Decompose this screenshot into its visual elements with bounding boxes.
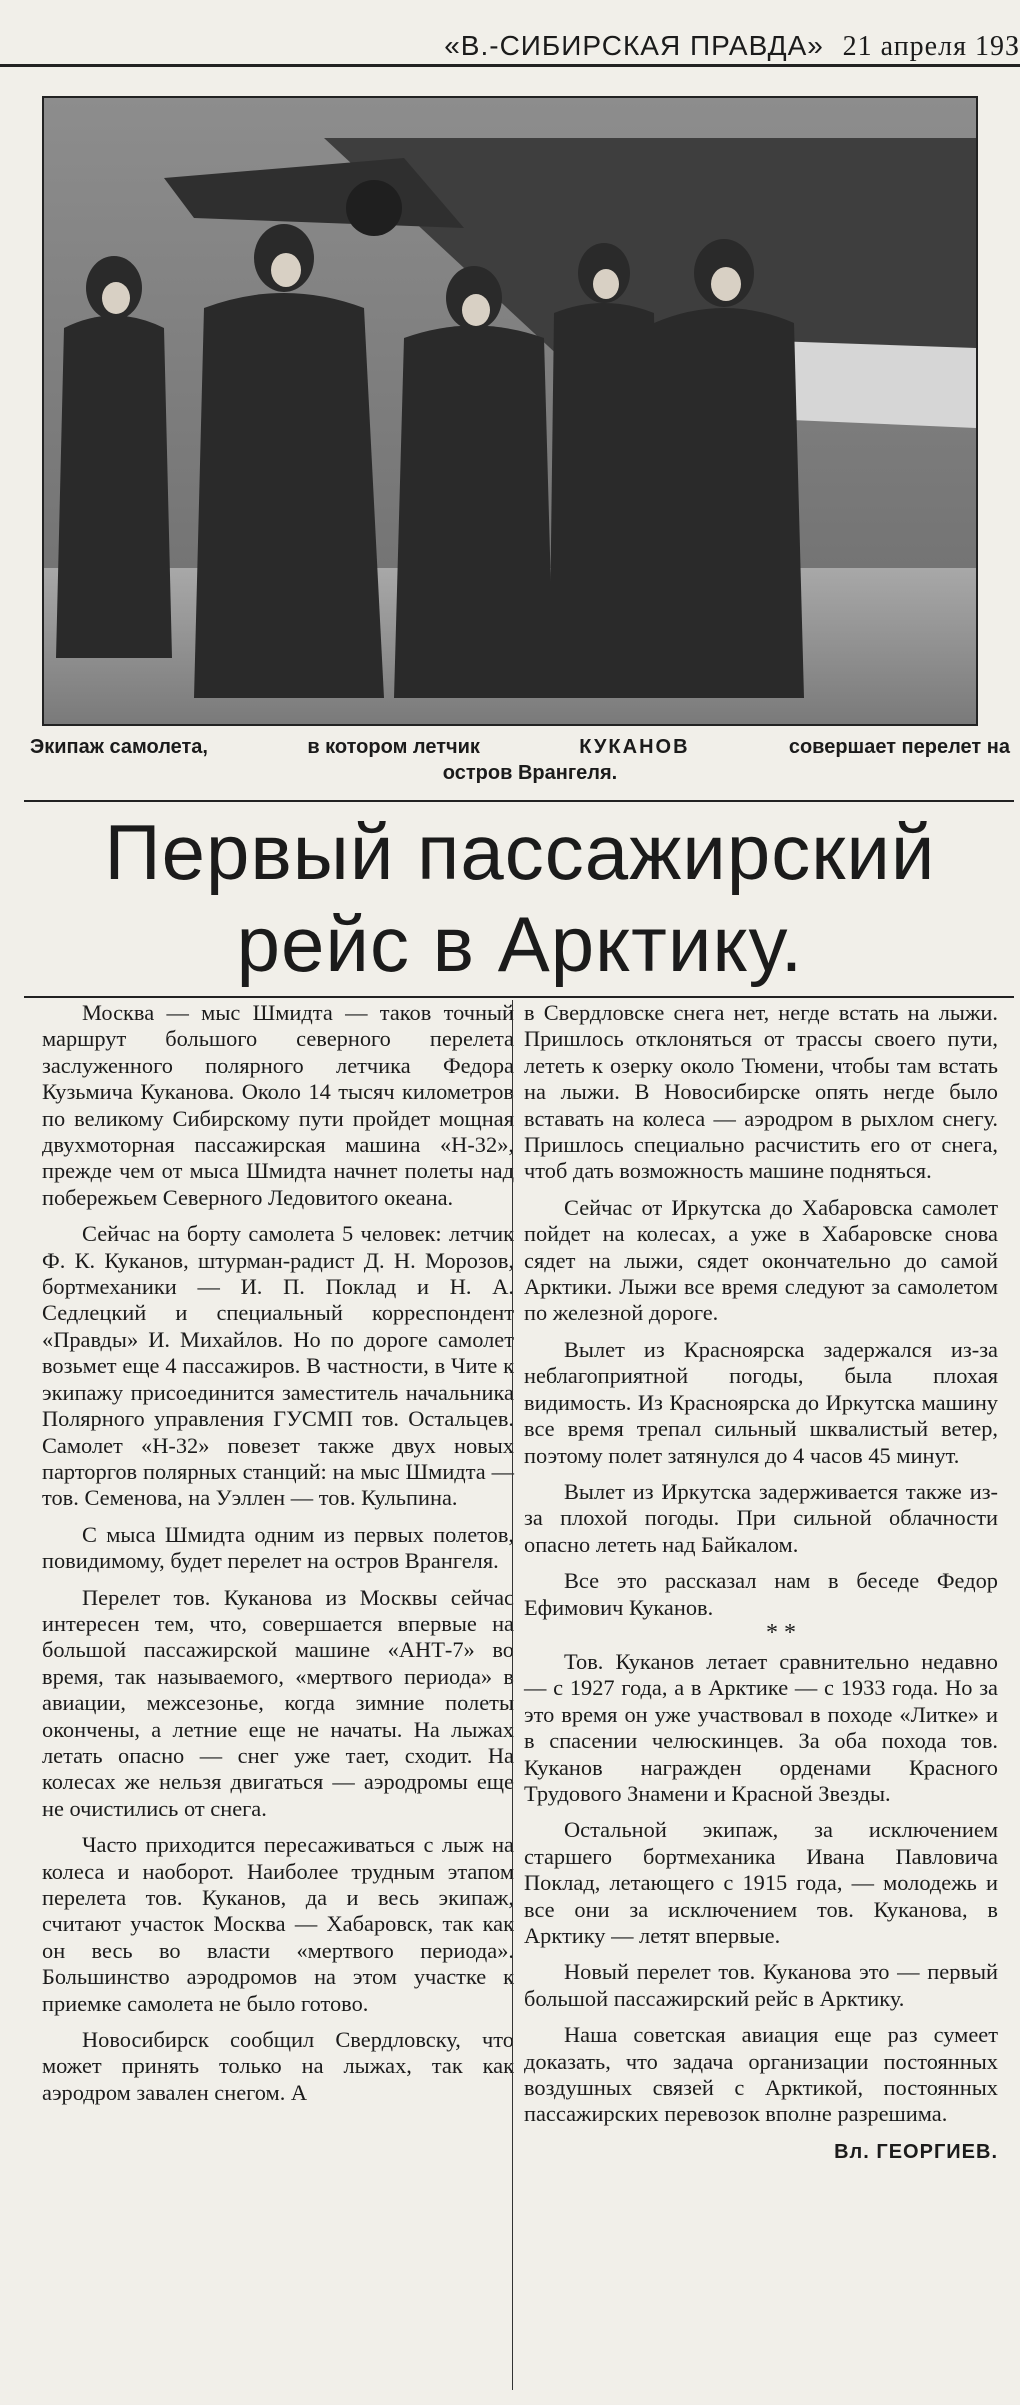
crew-photo-image <box>44 98 976 724</box>
article-paragraph: Все это рассказал нам в беседе Федор Ефимович Куканов. <box>524 1568 998 1620</box>
headline-top-rule <box>24 800 1014 802</box>
crew-photo <box>42 96 978 726</box>
article-paragraph: Сейчас на борту самолета 5 человек: летчик Ф. К. Куканов, штурман-радист Д. Н. Морозов, бортмеханики — И. П. Поклад и Н. А. Седлецкий и специальный корреспондент «Правды» И. Михайлов. Но по дороге самолет возьмет еще 4 пассажиров. В частности, в Чите к экипажу присоединится заместитель начальника Полярного управления ГУСМП тов. Остальцев. Самолет «Н-32» повезет также двух новых парторгов полярных станций: на мыс Шмидта — тов. Семенова, на Уэллен — тов. Кульпина. <box>42 1221 514 1511</box>
paper-name: «В.-СИБИРСКАЯ ПРАВДА» <box>444 30 824 61</box>
article-paragraph: Наша советская авиация еще раз сумеет доказать, что задача организации постоянных воздушных связей с Арктикой, постоянных пассажирских перевозок вполне разрешима. <box>524 2022 998 2127</box>
caption-part1: Экипаж самолета, <box>30 736 208 758</box>
photo-caption <box>30 734 1010 786</box>
article-paragraph: Сейчас от Иркутска до Хабаровска самолет пойдет на колесах, а уже в Хабаровске снова сядет на лыжи, сядет окончательно до самой Арктики. Лыжи все время следуют за самолетом по железной дороге. <box>524 1194 998 1326</box>
article-paragraph: Вылет из Красноярска задержался из-за неблагоприятной погоды, была плохая видимость. Из Красноярска до Иркутска машину все время трепал сильный шквалистый ветер, поэтому полет затянулся до 4 часов 45 минут. <box>524 1336 998 1468</box>
section-separator: * * <box>766 1619 796 1646</box>
caption-part3: совершает перелет на <box>788 736 1010 758</box>
headline-line1: Первый пассажирский <box>104 808 936 896</box>
article-paragraph: Москва — мыс Шмидта — таков точный маршрут большого северного перелета заслуженного полярного летчика Федора Кузьмича Куканова. Около 14 тысяч километров по великому Сибирскому пути пройдет мощная двухмоторная пассажирская машина «Н-32», прежде чем от мыса Шмидта начнет полеты над побережьем Северного Ледовитого океана. <box>42 1000 514 1210</box>
article-paragraph: Вылет из Иркутска задерживается также из-за плохой погоды. При сильной облачности опасно лететь над Байкалом. <box>524 1478 998 1557</box>
caption-part2: в котором летчик <box>307 736 480 758</box>
masthead <box>0 14 1020 67</box>
article-paragraph: С мыса Шмидта одним из первых полетов, повидимому, будет перелет на остров Врангеля. <box>42 1521 514 1574</box>
article-paragraph: Перелет тов. Куканова из Москвы сейчас интересен тем, что, совершается впервые на большой пассажирской машине «АНТ-7» во время, так называемого, «мертвого периода» в авиации, межсезонье, когда зимние полеты окончены, а летние еще не начаты. На лыжах летать опасно — снег уже тает, сходит. На колесах же нельзя двигаться — аэродромы еще не очистились от снега. <box>42 1584 514 1821</box>
column-divider <box>512 1000 513 2390</box>
headline <box>30 806 1010 990</box>
article-paragraph: Остальной экипаж, за исключением старшего бортмеханика Ивана Павловича Поклад, летающего с 1915 года, — молодежь и все они за исключением тов. Куканова, в Арктику — летят впервые. <box>524 1817 998 1948</box>
author-name: Вл. ГЕОРГИЕВ. <box>834 2140 998 2163</box>
article-right-column <box>524 1000 998 2175</box>
caption-part4: остров Врангеля. <box>442 762 618 784</box>
article-left-column <box>42 1000 514 2116</box>
author-signature <box>524 2138 998 2165</box>
issue-date: 21 апреля 19З <box>842 31 1020 62</box>
article-paragraph: в Свердловске снега нет, негде встать на лыжи. Пришлось отклоняться от трассы своего пути, лететь к озерку около Тюмени, чтобы там встать на лыжи. В Новосибирске опять негде было вставать на колеса — аэродром в рыхлом снегу. Пришлось специально расчистить его от снега, чтоб дать возможность машине подняться. <box>524 1000 998 1184</box>
caption-name: КУКАНОВ <box>579 736 690 758</box>
article-paragraph: Тов. Куканов летает сравнительно недавно — с 1927 года, а в Арктике — с 1933 года. Но за это время он уже участвовал в походе «Литке» и в спасении челюскинцев. За оба похода тов. Куканов награжден орденами Красного Трудового Знамени и Красной Звезды. <box>524 1648 998 1806</box>
masthead-line <box>444 30 1020 63</box>
headline-line2: рейс в Арктику. <box>236 900 804 988</box>
article-paragraph: Новый перелет тов. Куканова это — первый большой пассажирский рейс в Арктику. <box>524 1959 998 2011</box>
article-paragraph: Новосибирск сообщил Свердловску, что может принять только на лыжах, так как аэродром завален снегом. А <box>42 2027 514 2105</box>
headline-bottom-rule <box>24 996 1014 998</box>
article-paragraph: Часто приходится пересаживаться с лыж на колеса и наоборот. Наиболее трудным этапом перелета тов. Куканов, да и весь экипаж, считают участок Москва — Хабаровск, так как он весь во власти «мертвого периода». Большинство аэродромов на этом участке к приемке самолета не было готово. <box>42 1832 514 2016</box>
